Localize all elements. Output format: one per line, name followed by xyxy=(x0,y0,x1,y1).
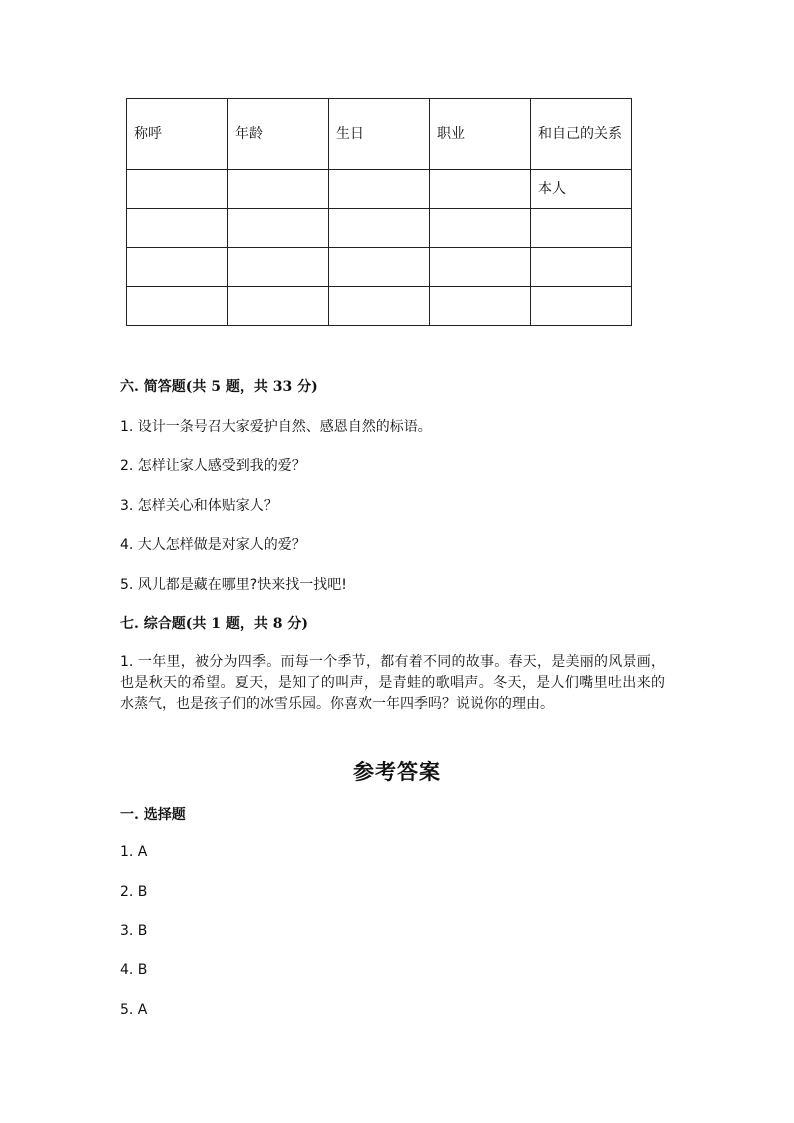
table-header-cell: 生日 xyxy=(329,99,430,170)
answer-section-one-heading: 一. 选择题 xyxy=(120,807,186,823)
answer-item: 1. A xyxy=(120,844,148,860)
table-cell: 本人 xyxy=(531,170,632,209)
table-cell xyxy=(329,287,430,326)
table-row xyxy=(127,209,632,248)
answer-item: 4. B xyxy=(120,962,148,978)
table-row xyxy=(127,248,632,287)
table-cell xyxy=(430,209,531,248)
table-header-row xyxy=(127,99,632,170)
table-cell xyxy=(127,287,228,326)
section-six-heading: 六. 简答题(共 5 题，共 33 分) xyxy=(120,379,318,395)
table-cell xyxy=(228,170,329,209)
table-cell xyxy=(531,287,632,326)
table-header-cell: 职业 xyxy=(430,99,531,170)
table-cell xyxy=(127,170,228,209)
short-answer-question: 1. 设计一条号召大家爱护自然、感恩自然的标语。 xyxy=(120,419,432,435)
section-seven-heading: 七. 综合题(共 1 题，共 8 分) xyxy=(120,616,308,632)
table-cell xyxy=(329,248,430,287)
table-cell xyxy=(430,248,531,287)
table-header-cell: 称呼 xyxy=(127,99,228,170)
family-info-table xyxy=(126,98,632,326)
table-cell xyxy=(228,248,329,287)
table-cell xyxy=(430,287,531,326)
short-answer-question: 4. 大人怎样做是对家人的爱？ xyxy=(120,537,306,553)
table-cell xyxy=(127,248,228,287)
table-cell xyxy=(531,248,632,287)
table-cell xyxy=(127,209,228,248)
table-header-cell: 和自己的关系 xyxy=(531,99,632,170)
table-row xyxy=(127,287,632,326)
table-row xyxy=(127,170,632,209)
table-cell xyxy=(531,209,632,248)
comprehensive-question: 1. 一年里，被分为四季。而每一个季节，都有着不同的故事。春天，是美丽的风景画，也是秋天的希望。夏天，是知了的叫声，是青蛙的歌唱声。冬天，是人们嘴里吐出来的水蒸气，也是孩子们的冰雪乐园。你喜欢一年四季吗？说说你的理由。 xyxy=(120,654,665,712)
answer-item: 3. B xyxy=(120,923,148,939)
table-header-cell: 年龄 xyxy=(228,99,329,170)
table-cell xyxy=(329,209,430,248)
answer-key-title: 参考答案 xyxy=(353,759,441,784)
table-cell xyxy=(430,170,531,209)
answer-item: 5. A xyxy=(120,1002,148,1018)
table-cell xyxy=(228,287,329,326)
table-cell xyxy=(228,209,329,248)
short-answer-question: 5. 风儿都是藏在哪里?快来找一找吧! xyxy=(120,577,347,593)
table-cell xyxy=(329,170,430,209)
answer-item: 2. B xyxy=(120,884,148,900)
short-answer-question: 2. 怎样让家人感受到我的爱？ xyxy=(120,458,306,474)
short-answer-question: 3. 怎样关心和体贴家人？ xyxy=(120,498,278,514)
